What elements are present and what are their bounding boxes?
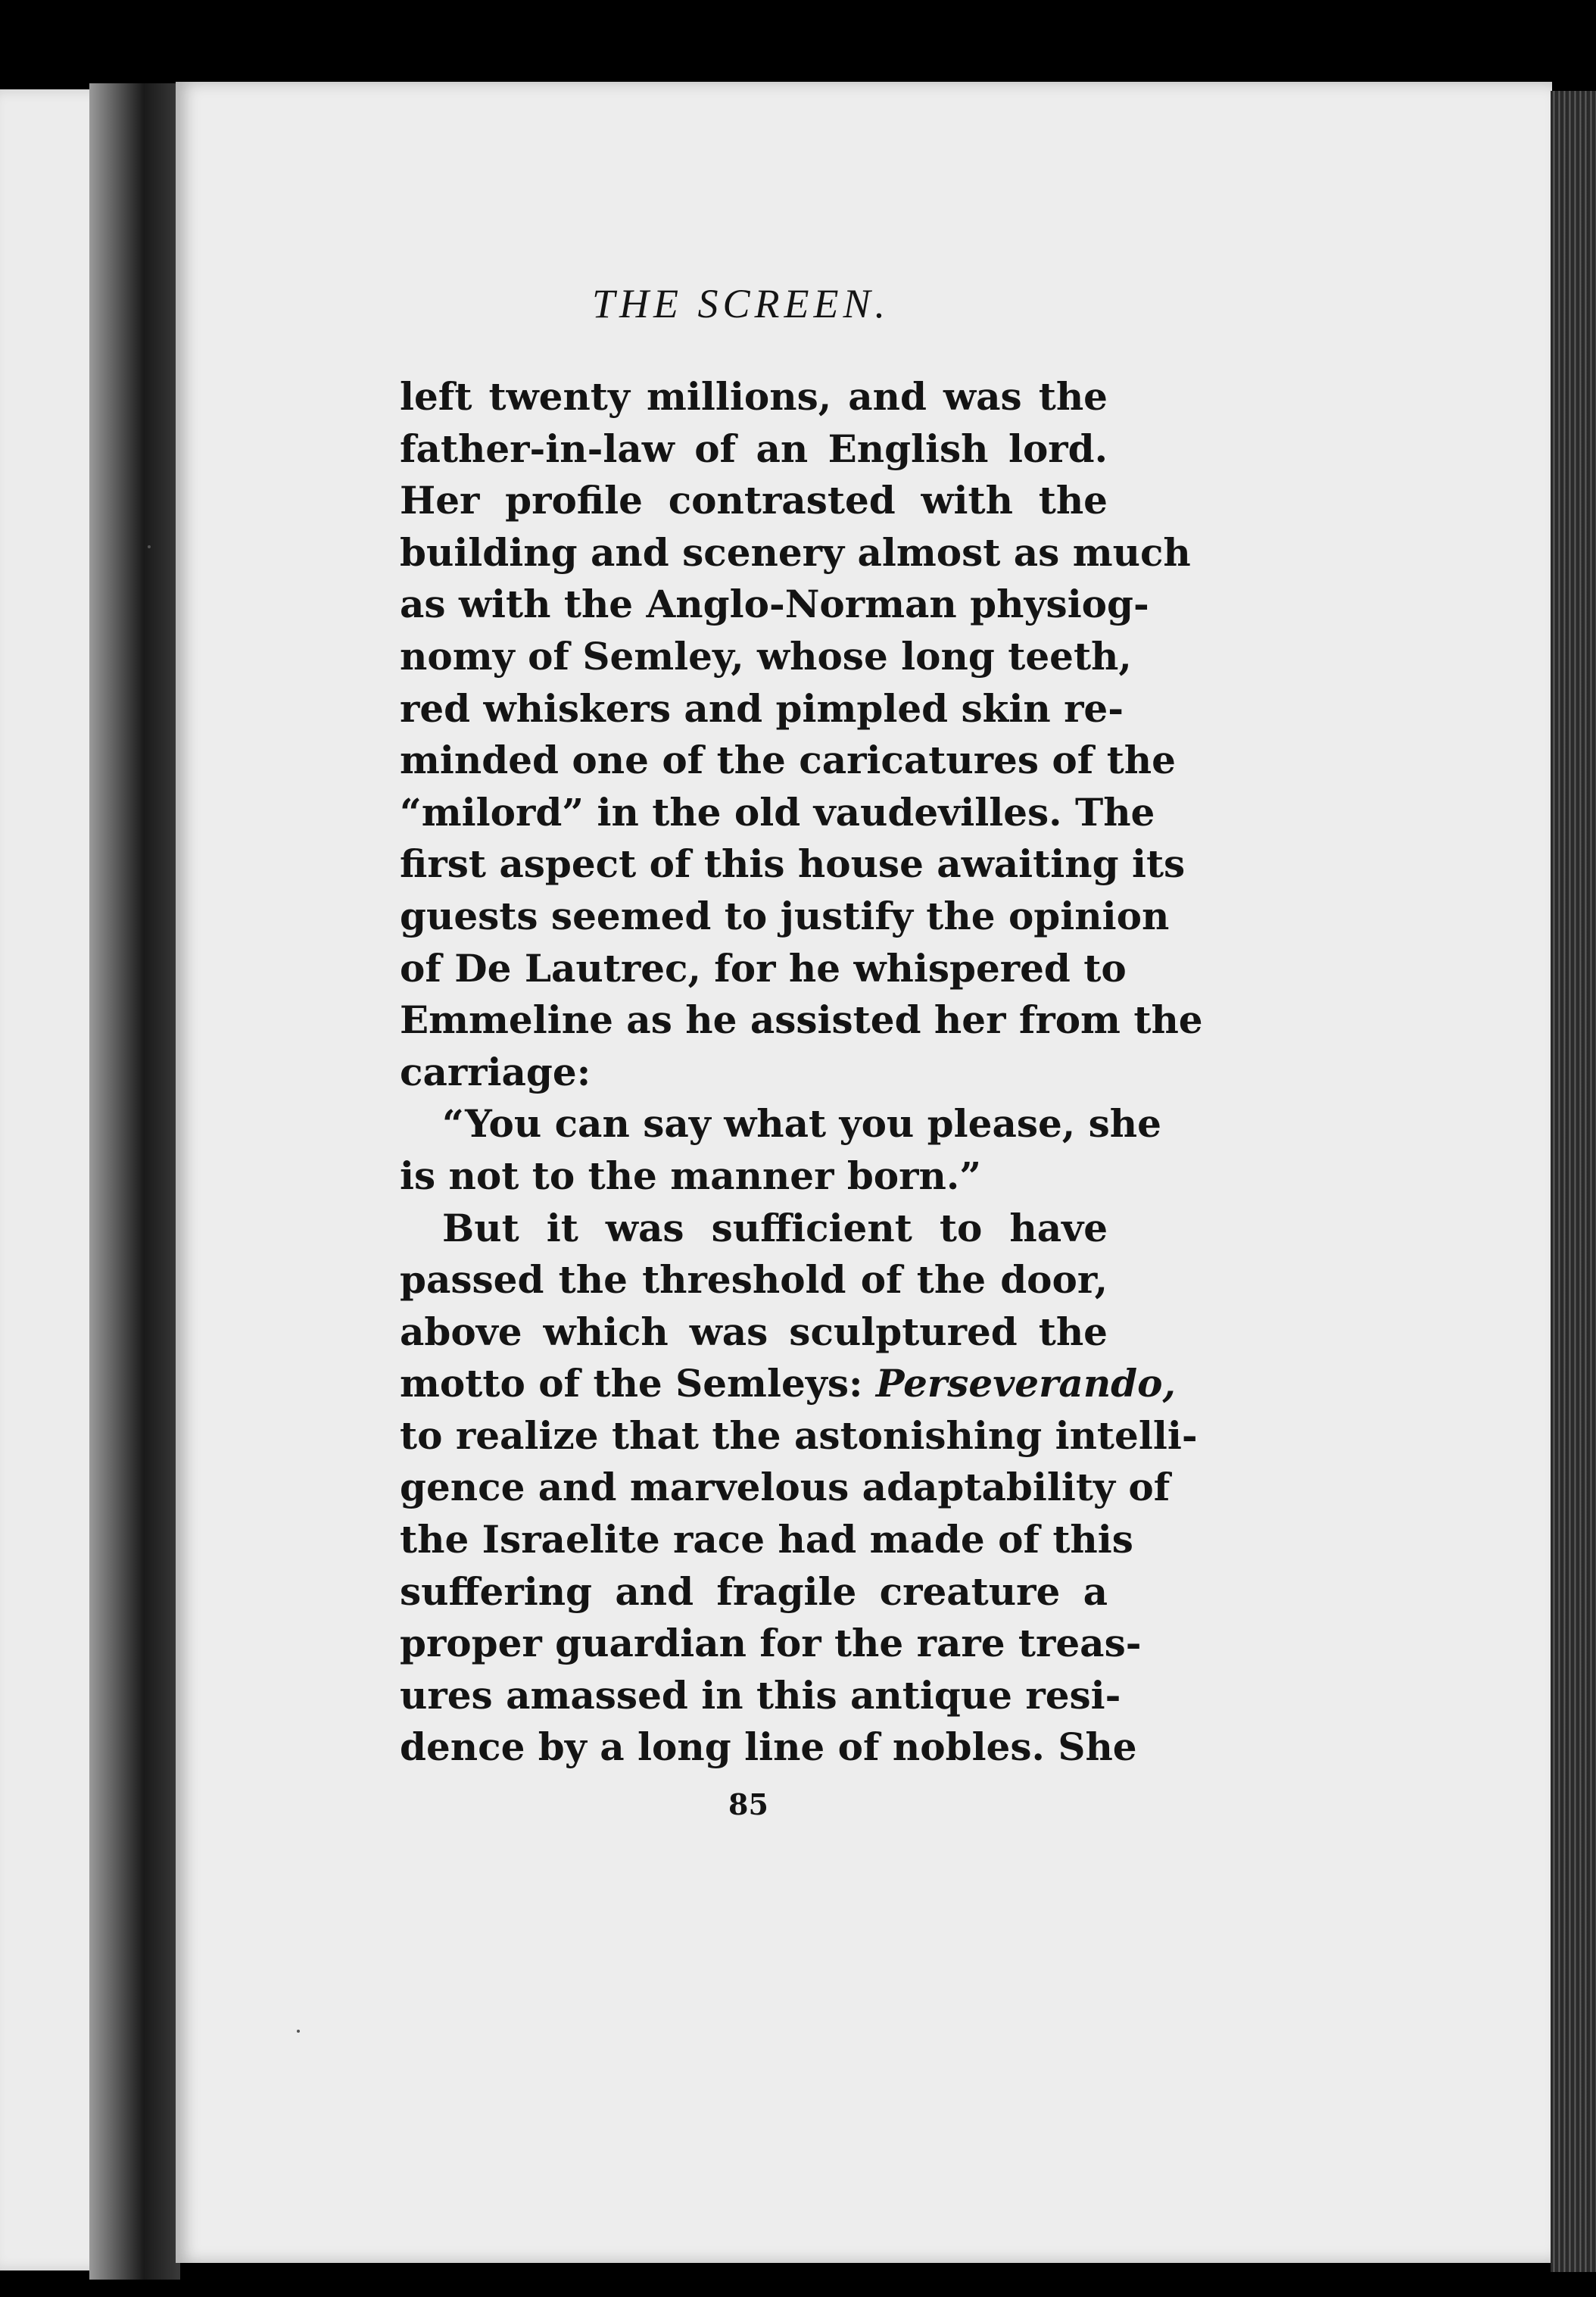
text-line: father-in-law of an English lord.: [400, 426, 1108, 471]
text-line: carriage:: [400, 1049, 591, 1094]
text-line: is not to the manner born.”: [400, 1153, 982, 1198]
text-line: suffering and fragile creature a: [400, 1568, 1108, 1614]
text-line: first aspect of this house awaiting its: [400, 841, 1186, 887]
body-text: [400, 371, 1203, 1774]
text-line: “milord” in the old vaudevilles. The: [400, 789, 1155, 835]
text-line: red whiskers and pimpled skin re-: [400, 685, 1124, 731]
page-number: 85: [728, 1787, 768, 1821]
text-line: ures amassed in this antique resi-: [400, 1672, 1121, 1718]
text-line: minded one of the caricatures of the: [400, 738, 1176, 783]
text-line: “You can say what you please, she: [442, 1101, 1161, 1147]
text-line: dence by a long line of nobles. She: [400, 1724, 1137, 1770]
dust-speck: [148, 545, 151, 548]
book-gutter: [89, 83, 180, 2280]
text-line: of De Lautrec, for he whispered to: [400, 945, 1127, 991]
italic-motto: Perseverando,: [875, 1361, 1176, 1406]
text-line: But it was sufficient to have: [442, 1205, 1108, 1250]
text-line: building and scenery almost as much: [400, 529, 1191, 575]
text-line: guests seemed to justify the opinion: [400, 893, 1170, 938]
text-line: to realize that the astonishing intelli-: [400, 1412, 1198, 1458]
text-line: the Israelite race had made of this: [400, 1517, 1133, 1562]
text-line: Emmeline as he assisted her from the: [400, 997, 1203, 1043]
text-line: left twenty millions, and was the: [400, 374, 1108, 419]
text-line: [400, 1358, 1176, 1410]
text-line: proper guardian for the rare treas-: [400, 1621, 1142, 1666]
running-head: THE SCREEN.: [592, 281, 890, 326]
text-line: as with the Anglo-Norman physiog-: [400, 582, 1149, 627]
text-line: gence and marvelous adaptability of: [400, 1465, 1171, 1510]
text-line: Her profile contrasted with the: [400, 478, 1108, 523]
text-line: passed the threshold of the door,: [400, 1257, 1108, 1303]
text-line: nomy of Semley, whose long teeth,: [400, 633, 1132, 679]
text-segment: motto of the Semleys:: [400, 1361, 876, 1406]
dust-speck: [297, 2030, 300, 2033]
page-edges: [1551, 91, 1596, 2272]
text-line: above which was sculptured the: [400, 1309, 1108, 1354]
